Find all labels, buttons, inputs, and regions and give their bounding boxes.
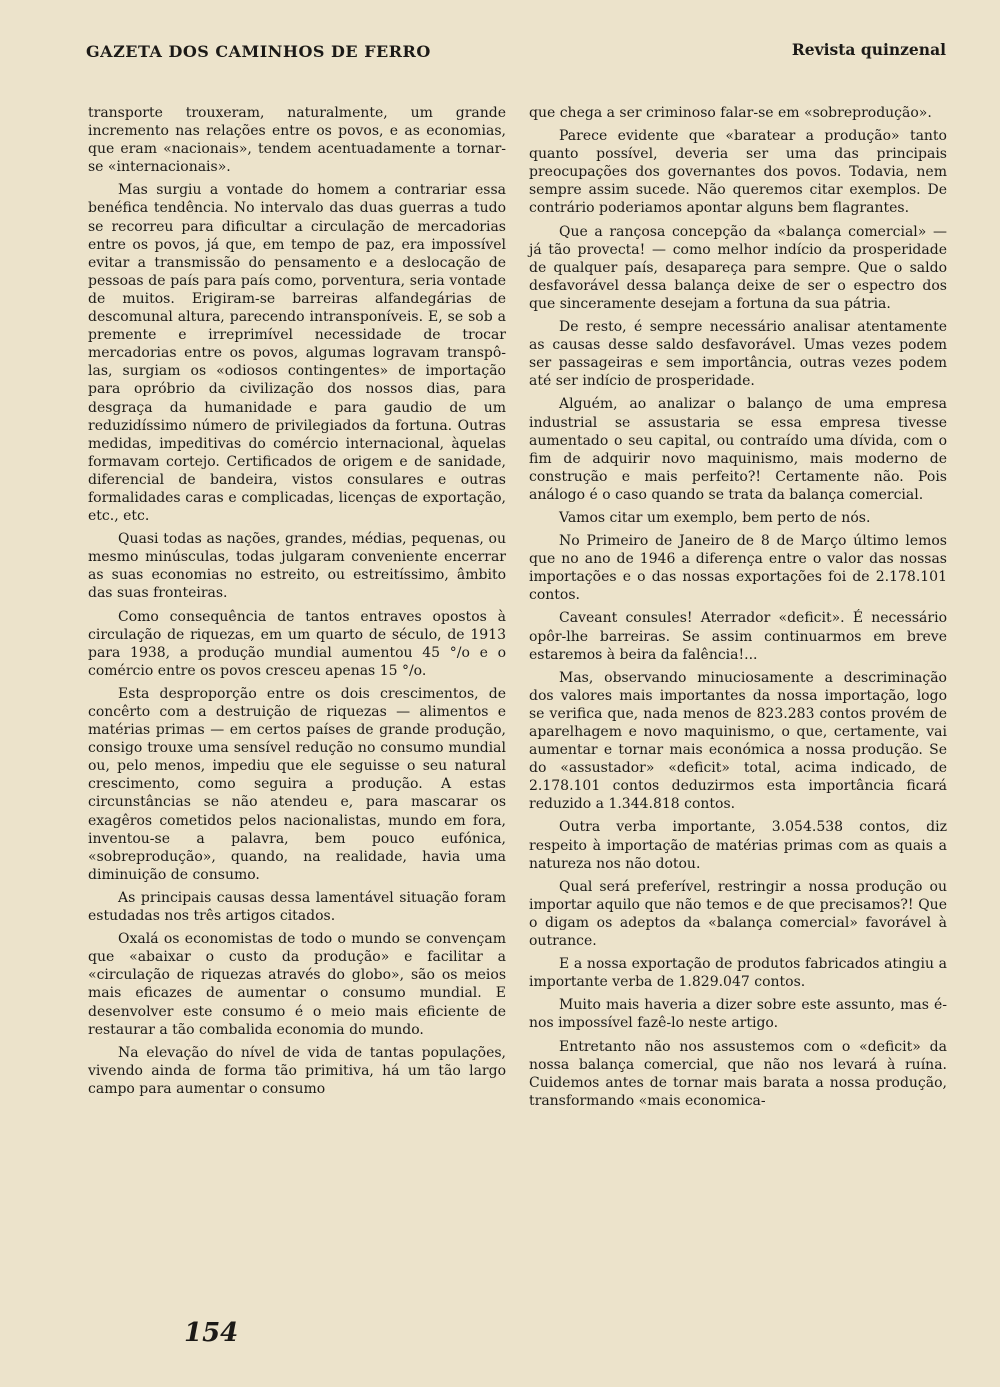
paragraph: Oxalá os economistas de todo o mundo se convençam que «abaixar o custo da produção» e facilitar a «circulação de riquezas através do globo», são os meios mais eficazes de aumentar o consumo mundial. E desenvolver este consumo é o meio mais eficiente de restaurar a tão combalida economia do mundo. [88,931,506,1038]
paragraph: Caveant consules! Aterrador «deficit». É necessário opôr-lhe barreiras. Se assim continuarmos em breve estaremos à beira da falência!... [529,610,947,663]
paragraph: De resto, é sempre necessário analisar atentamente as causas desse saldo desfavorável. Umas vezes podem ser passageiras e sem importância, outras vezes podem até ser indício de prosperidade. [529,319,947,390]
paragraph: As principais causas dessa lamentável situação foram estudadas nos três artigos citados. [88,889,506,925]
paragraph: Quasi todas as nações, grandes, médias, pequenas, ou mesmo minúsculas, todas julgaram conveniente encerrar as suas economias no estreito, ou estreitíssimo, âmbito das suas fronteiras. [88,531,506,602]
journal-subtitle: Revista quinzenal [791,40,946,59]
page-number: 154 [184,1318,239,1348]
right-column [529,104,947,1115]
paragraph: Vamos citar um exemplo, bem perto de nós. [559,509,871,526]
paragraph: Alguém, ao analizar o balanço de uma empresa industrial se assustaria se essa empresa tivesse aumentado o seu capital, ou contraído uma dívida, com o fim de adquirir novo maquinismo, mais moderno de construção e mais perfeito?! Certamente não. Pois análogo é o caso quando se trata da balança comercial. [529,396,947,503]
paragraph: Entretanto não nos assustemos com o «deficit» da nossa balança comercial, que não nos levará à ruína. Cuidemos antes de tornar mais barata a nossa produção, transformando «mais economica- [529,1038,947,1109]
paragraph: E a nossa exportação de produtos fabricados atingiu a importante verba de 1.829.047 contos. [529,956,947,991]
paragraph: Qual será preferível, restringir a nossa produção ou importar aquilo que não temos e de que precisamos?! Que o digam os adeptos da «balança comercial» favorável à outrance. [529,878,947,950]
journal-title: GAZETA DOS CAMINHOS DE FERRO [86,42,431,61]
paragraph: Muito mais haveria a dizer sobre este assunto, mas é-nos impossível fazê-lo neste artigo. [529,997,947,1032]
paragraph: Na elevação do nível de vida de tantas populações, vivendo ainda de forma tão primitiva, há um tão largo campo para aumentar o consumo [88,1044,506,1097]
paragraph: Esta desproporção entre os dois crescimentos, de concêrto com a destruição de riquezas — alimentos e matérias primas — em certos países de grande produção, consigo trouxe uma sensível redução no consumo mundial ou, pelo menos, impediu que ele seguisse o seu natural crescimento, como seguira a produção. A estas circunstâncias se não atendeu e, para mascarar os exagêros cometidos pelos nacionalistas, mundo em fora, inventou-se a palavra, bem pouco eufónica, «sobreprodução», quando, na realidade, havia uma diminuição de consumo. [88,685,506,883]
paragraph: que chega a ser criminoso falar-se em «sobreprodução». [529,105,932,121]
paragraph: Parece evidente que «baratear a produção» tanto quanto possível, deveria ser uma das principais preocupações dos governantes dos povos. Todavia, nem sempre assim sucede. Não queremos citar exemplos. De contrário poderiamos apontar alguns bem flagrantes. [529,128,947,217]
left-column [88,104,506,1103]
paragraph: No Primeiro de Janeiro de 8 de Março último lemos que no ano de 1946 a diferença entre o valor das nossas importações e o das nossas exportações foi de 2.178.101 contos. [529,533,947,604]
paragraph: Outra verba importante, 3.054.538 contos, diz respeito à importação de matérias primas com as quais a natureza nos não dotou. [529,819,947,872]
paragraph: Mas surgiu a vontade do homem a contrariar essa benéfica tendência. No intervalo das duas guerras a tudo se recorreu para dificultar a circulação de mercadorias entre os povos, já que, em tempo de paz, era impossível evitar a transmissão do pensamento e a deslocação de pessoas de país para país como, porventura, seria vontade de muitos. Erigiram-se barreiras alfandegárias de descomunal altura, parecendo intransponíveis. E, se sob a premente e irreprimível necessidade de trocar mercadorias entre os povos, algumas logravam transpô-las, surgiam os «odiosos contingentes» de importação para opróbrio da civilização dos nossos dias, para desgraça da humanidade e para gaudio de um reduzidíssimo número de privilegiados da fortuna. Outras medidas, impeditivas do comércio internacional, àquelas formavam cortejo. Certificados de origem e de sanidade, diferencial de bandeira, vistos consulares e outras formalidades caras e complicadas, licenças de exportação, etc., etc. [88,182,506,525]
paragraph: transporte trouxeram, naturalmente, um grande incremento nas relações entre os povos, e as economias, que eram «nacionais», tendem acentuadamente a tornar-se «internacionais». [88,105,506,176]
paragraph: Como consequência de tantos entraves opostos à circulação de riquezas, em um quarto de século, de 1913 para 1938, a produção mundial aumentou 45 °/o e o comércio entre os povos cresceu apenas 15 °/o. [88,608,506,679]
paragraph: Mas, observando minuciosamente a descriminação dos valores mais importantes da nossa importação, logo se verifica que, nada menos de 823.283 contos provém de aparelhagem e novo maquinismo, o que, certamente, vai aumentar e tornar mais económica a nossa produção. Se do «assustador» «deficit» total, acima indicado, de 2.178.101 contos deduzirmos esta importância ficará reduzido a 1.344.818 contos. [529,669,947,813]
paragraph: Que a rançosa concepção da «balança comercial» — já tão provecta! — como melhor indício da prosperidade de qualquer país, desapareça para sempre. Que o saldo desfavorável dessa balança deixe de ser o espectro dos que sinceramente desejam a fortuna da sua pátria. [529,223,947,312]
